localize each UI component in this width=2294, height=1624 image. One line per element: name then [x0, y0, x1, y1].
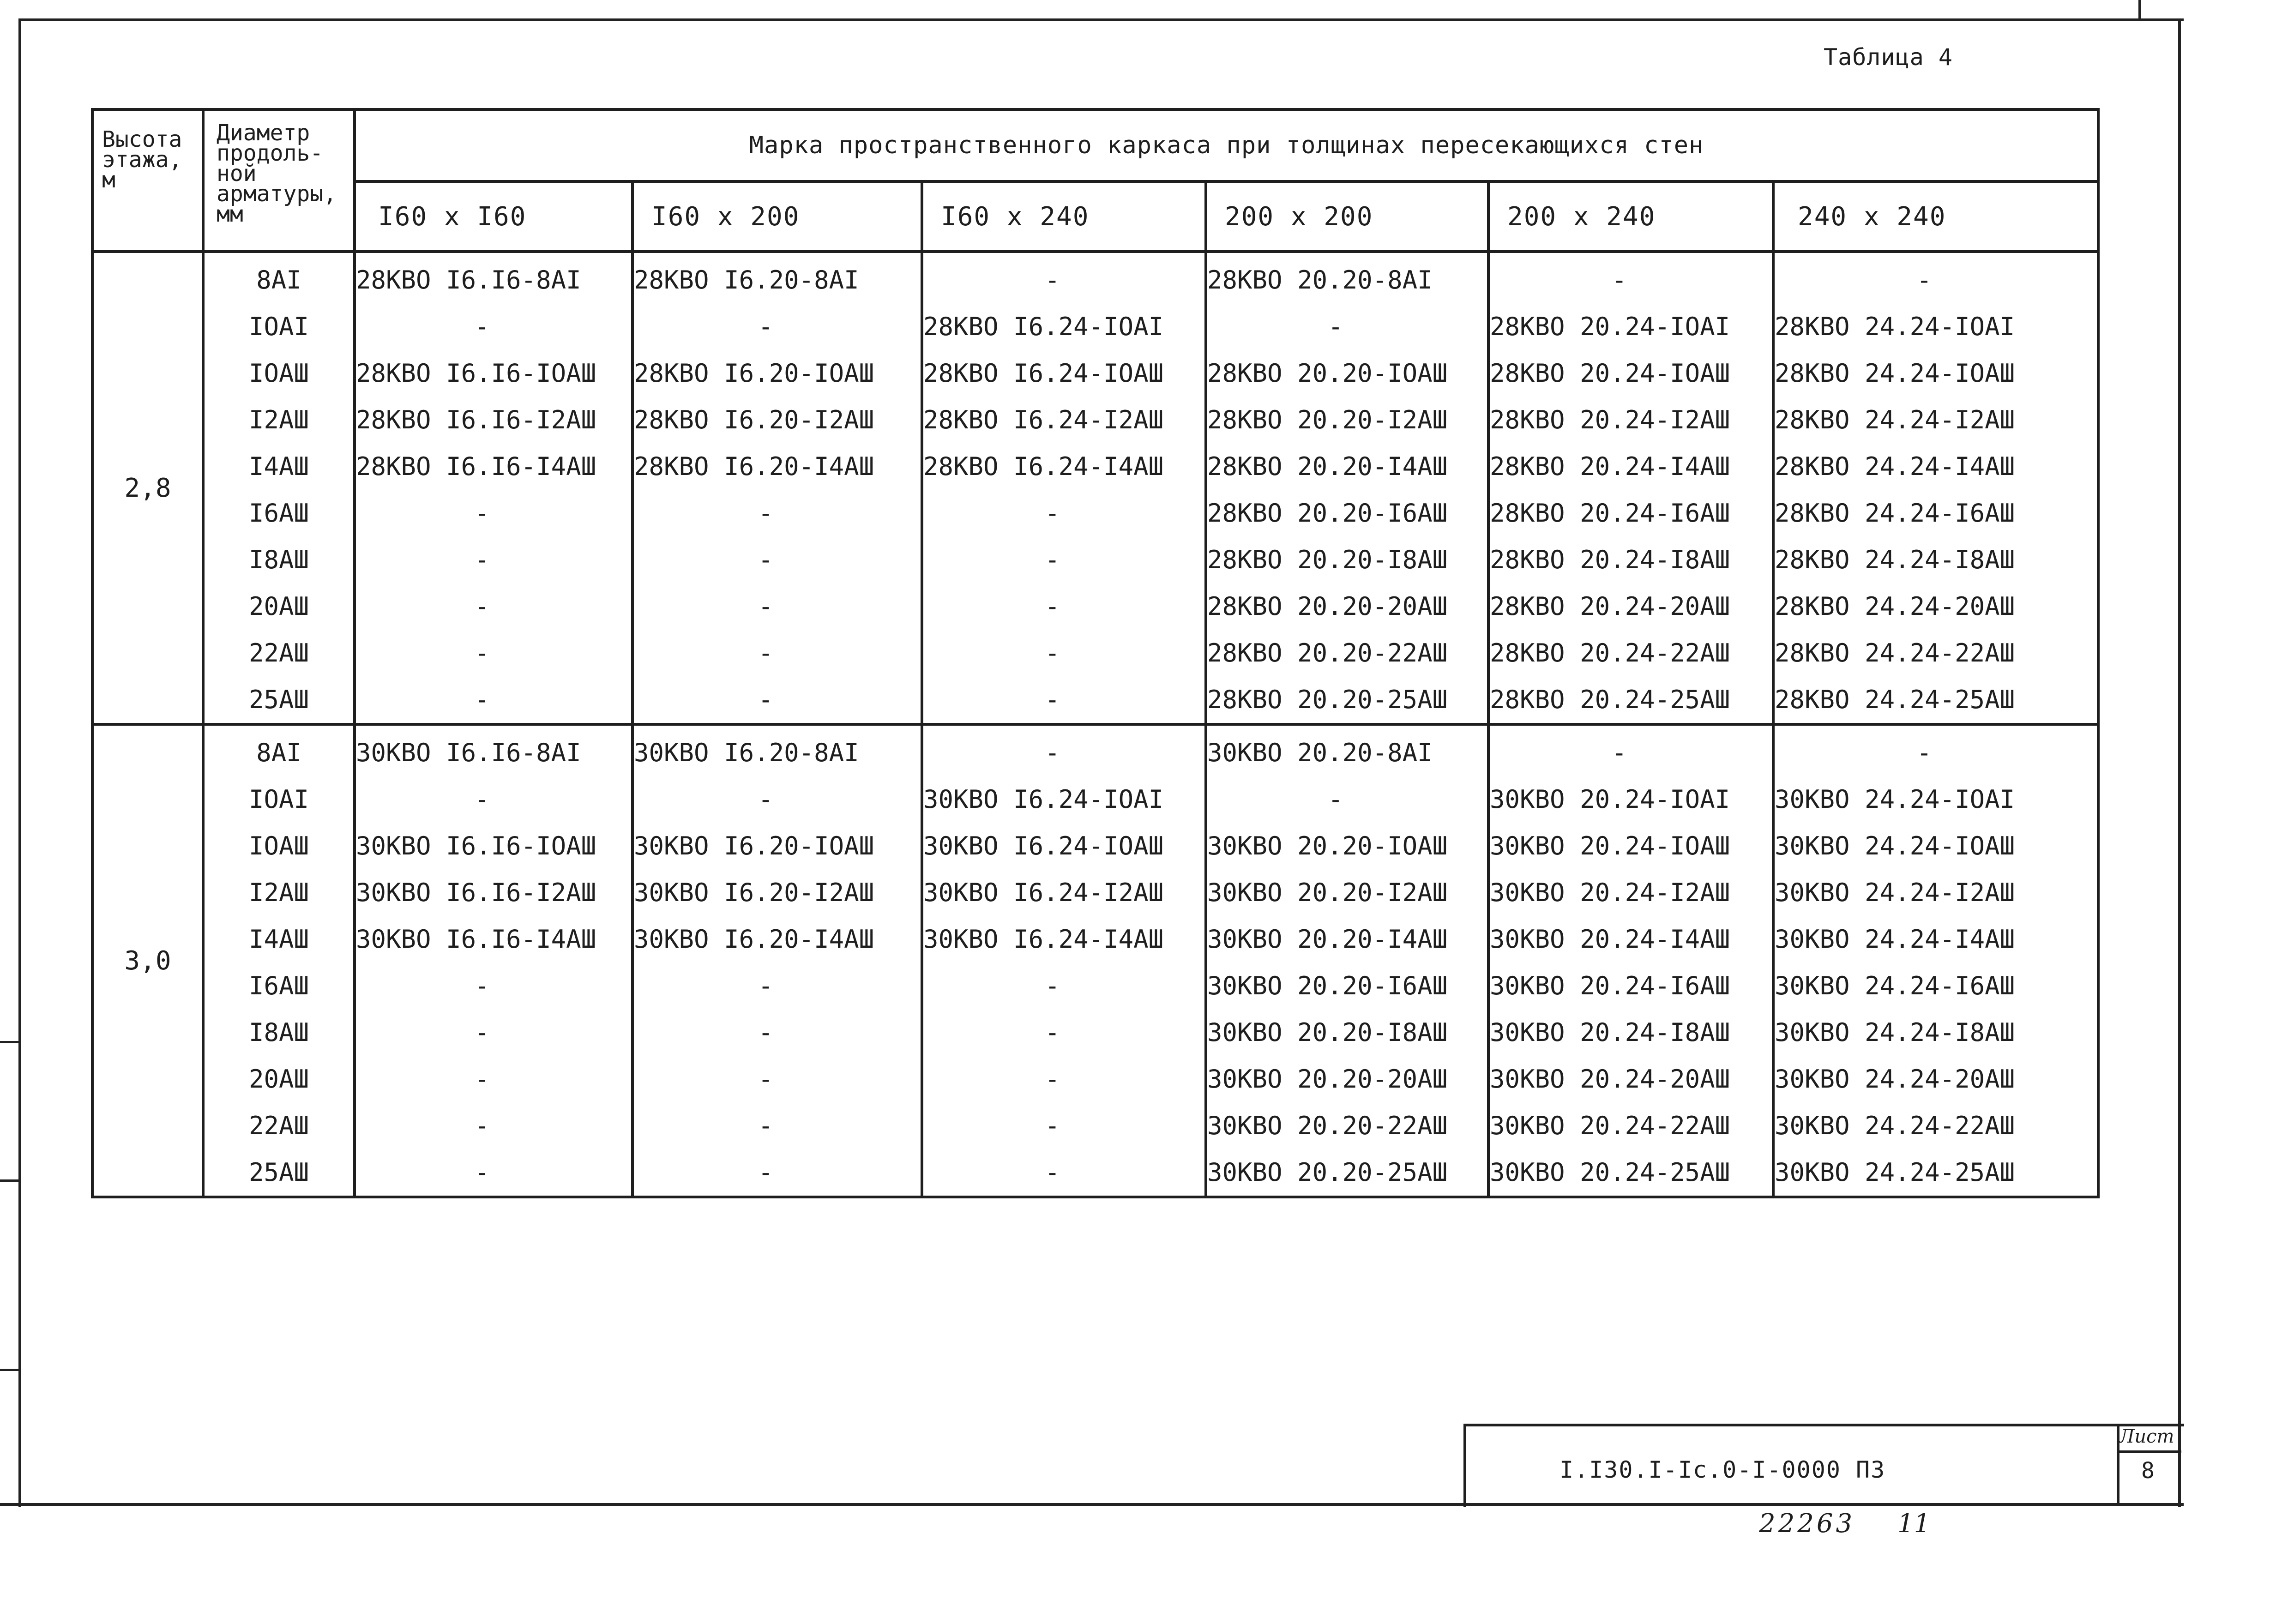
page-frame-right — [2178, 20, 2181, 1507]
table-row — [92, 1149, 2098, 1197]
frame-mark-cell-240x240: 30КВО 24.24-25AШ — [1773, 1149, 2098, 1197]
frame-mark-cell-240x240: 30КВО 24.24-20AШ — [1773, 1056, 2098, 1102]
frame-mark-cell-160x240: 30КВО I6.24-I4AШ — [922, 916, 1206, 962]
frame-mark-cell-200x200: 28КВО 20.20-25AШ — [1206, 676, 1488, 724]
frame-mark-cell-240x240: 30КВО 24.24-22AШ — [1773, 1102, 2098, 1149]
table-row — [92, 1056, 2098, 1102]
frame-mark-cell-240x240: 30КВО 24.24-IOAI — [1773, 776, 2098, 823]
frame-mark-cell-160x240: 28КВО I6.24-IOAШ — [922, 350, 1206, 397]
frame-mark-cell-160x240: - — [922, 676, 1206, 724]
frame-mark-cell-200x240: 30КВО 20.24-I8AШ — [1488, 1009, 1773, 1056]
frame-mark-cell-160x160: 28КВО I6.I6-8AI — [355, 252, 632, 303]
frame-mark-cell-200x200: 28КВО 20.20-IOAШ — [1206, 350, 1488, 397]
frame-mark-cell-160x200: - — [632, 490, 922, 536]
binding-tick — [0, 1369, 21, 1371]
frame-mark-cell-200x200: 28КВО 20.20-22AШ — [1206, 630, 1488, 676]
frame-mark-cell-160x240: 30КВО I6.24-IOAI — [922, 776, 1206, 823]
table-row — [92, 490, 2098, 536]
frame-mark-cell-200x200: 30КВО 20.20-22AШ — [1206, 1102, 1488, 1149]
frame-mark-cell-160x240: 28КВО I6.24-IOAI — [922, 303, 1206, 350]
header-dim-160x240: I60 x 240 — [922, 181, 1206, 252]
frame-mark-cell-160x160: - — [355, 1149, 632, 1197]
table-row — [92, 676, 2098, 724]
header-dim-160x200: I60 x 200 — [632, 181, 922, 252]
sheet-label: Лист — [2119, 1426, 2174, 1447]
rebar-diameter-cell: I2AШ — [203, 869, 355, 916]
frame-mark-cell-160x200: 30КВО I6.20-I2AШ — [632, 869, 922, 916]
page-frame-top — [18, 18, 2184, 21]
frame-mark-cell-200x240: 28КВО 20.24-25AШ — [1488, 676, 1773, 724]
table-row — [92, 536, 2098, 583]
table-body — [92, 252, 2098, 1197]
frame-mark-cell-200x200: 30КВО 20.20-25AШ — [1206, 1149, 1488, 1197]
frame-mark-cell-200x200: 28КВО 20.20-I8AШ — [1206, 536, 1488, 583]
frame-mark-cell-160x200: 28КВО I6.20-8AI — [632, 252, 922, 303]
frame-mark-cell-200x240: - — [1488, 724, 1773, 776]
frame-mark-cell-160x240: - — [922, 1149, 1206, 1197]
frame-mark-cell-160x160: - — [355, 630, 632, 676]
frame-mark-cell-240x240: 30КВО 24.24-IOAШ — [1773, 823, 2098, 869]
table-row — [92, 397, 2098, 443]
frame-mark-cell-200x240: - — [1488, 252, 1773, 303]
frame-mark-cell-240x240: 28КВО 24.24-I8AШ — [1773, 536, 2098, 583]
frame-mark-cell-160x200: 28КВО I6.20-I2AШ — [632, 397, 922, 443]
frame-mark-cell-200x240: 28КВО 20.24-I8AШ — [1488, 536, 1773, 583]
frame-mark-cell-160x160: - — [355, 1056, 632, 1102]
frame-mark-cell-240x240: 28КВО 24.24-I6AШ — [1773, 490, 2098, 536]
frame-mark-cell-160x240: 30КВО I6.24-IOAШ — [922, 823, 1206, 869]
rebar-diameter-cell: I6AШ — [203, 490, 355, 536]
frame-mark-cell-200x200: 30КВО 20.20-I2AШ — [1206, 869, 1488, 916]
frame-mark-cell-200x240: 30КВО 20.24-I4AШ — [1488, 916, 1773, 962]
frame-mark-cell-200x240: 28КВО 20.24-IOAI — [1488, 303, 1773, 350]
frame-mark-cell-200x200: 30КВО 20.20-20AШ — [1206, 1056, 1488, 1102]
frame-mark-cell-240x240: 28КВО 24.24-22AШ — [1773, 630, 2098, 676]
frame-mark-cell-160x160: 28КВО I6.I6-I2AШ — [355, 397, 632, 443]
table-row — [92, 869, 2098, 916]
rebar-diameter-cell: 8AI — [203, 724, 355, 776]
frame-mark-cell-160x240: - — [922, 1056, 1206, 1102]
frame-mark-cell-160x240: - — [922, 536, 1206, 583]
frame-mark-cell-240x240: 28КВО 24.24-IOAI — [1773, 303, 2098, 350]
frame-mark-cell-160x200: 28КВО I6.20-IOAШ — [632, 350, 922, 397]
frame-mark-cell-200x200: 28КВО 20.20-20AШ — [1206, 583, 1488, 630]
title-block-divider — [2117, 1450, 2181, 1453]
header-dim-240x240: 240 x 240 — [1773, 181, 2098, 252]
rebar-diameter-cell: I6AШ — [203, 962, 355, 1009]
frame-mark-cell-160x240: - — [922, 630, 1206, 676]
frame-mark-cell-160x240: - — [922, 1009, 1206, 1056]
frame-mark-cell-160x160: - — [355, 1102, 632, 1149]
frame-mark-cell-160x200: 28КВО I6.20-I4AШ — [632, 443, 922, 490]
frame-mark-cell-160x160: - — [355, 536, 632, 583]
binding-tick — [0, 1041, 21, 1043]
header-rebar-diameter: Диаметр продоль-ной арматуры, мм — [203, 109, 355, 252]
table-row — [92, 252, 2098, 303]
table-caption: Таблица 4 — [1824, 44, 1953, 71]
frame-mark-cell-160x200: - — [632, 676, 922, 724]
frame-mark-cell-160x160: - — [355, 1009, 632, 1056]
frame-mark-cell-200x200: - — [1206, 776, 1488, 823]
frame-mark-cell-160x240: - — [922, 724, 1206, 776]
frame-mark-cell-200x240: 30КВО 20.24-I6AШ — [1488, 962, 1773, 1009]
frame-mark-cell-160x200: - — [632, 536, 922, 583]
frame-mark-cell-160x240: 28КВО I6.24-I4AШ — [922, 443, 1206, 490]
frame-mark-cell-200x200: 30КВО 20.20-I6AШ — [1206, 962, 1488, 1009]
frame-mark-cell-240x240: 28КВО 24.24-25AШ — [1773, 676, 2098, 724]
frame-mark-cell-160x200: - — [632, 1056, 922, 1102]
frame-mark-cell-200x240: 28КВО 20.24-22AШ — [1488, 630, 1773, 676]
frame-mark-cell-160x200: 30КВО I6.20-I4AШ — [632, 916, 922, 962]
table-row — [92, 1102, 2098, 1149]
frame-mark-cell-200x240: 28КВО 20.24-I4AШ — [1488, 443, 1773, 490]
document-code: I.I30.I-Ic.0-I-0000 ПЗ — [1559, 1456, 1886, 1483]
table-row — [92, 823, 2098, 869]
inventory-number: 22263 — [1759, 1509, 1855, 1539]
frame-mark-cell-160x160: 28КВО I6.I6-IOAШ — [355, 350, 632, 397]
floor-height-cell: 3,0 — [92, 724, 203, 1197]
header-dim-200x200: 200 x 200 — [1206, 181, 1488, 252]
frame-mark-cell-160x200: - — [632, 776, 922, 823]
frame-mark-cell-160x160: 30КВО I6.I6-I4AШ — [355, 916, 632, 962]
frame-mark-cell-200x200: 28КВО 20.20-I6AШ — [1206, 490, 1488, 536]
frame-mark-cell-160x200: - — [632, 962, 922, 1009]
rebar-diameter-cell: IOAI — [203, 303, 355, 350]
frame-mark-cell-200x240: 28КВО 20.24-20AШ — [1488, 583, 1773, 630]
frame-mark-cell-200x200: 28КВО 20.20-8AI — [1206, 252, 1488, 303]
frame-mark-cell-240x240: 30КВО 24.24-I4AШ — [1773, 916, 2098, 962]
rebar-diameter-cell: 20AШ — [203, 583, 355, 630]
frame-mark-cell-200x240: 30КВО 20.24-I2AШ — [1488, 869, 1773, 916]
table-row — [92, 630, 2098, 676]
rebar-diameter-cell: 25AШ — [203, 676, 355, 724]
frame-marks-table — [91, 108, 2100, 1198]
frame-mark-cell-160x160: - — [355, 962, 632, 1009]
page-frame-left — [18, 18, 21, 1507]
frame-mark-cell-160x160: 30КВО I6.I6-I2AШ — [355, 869, 632, 916]
rebar-diameter-cell: I4AШ — [203, 916, 355, 962]
frame-mark-cell-200x200: 30КВО 20.20-IOAШ — [1206, 823, 1488, 869]
frame-mark-cell-200x240: 30КВО 20.24-IOAI — [1488, 776, 1773, 823]
rebar-diameter-cell: I2AШ — [203, 397, 355, 443]
frame-mark-cell-160x200: 30КВО I6.20-IOAШ — [632, 823, 922, 869]
frame-mark-cell-240x240: 28КВО 24.24-IOAШ — [1773, 350, 2098, 397]
frame-mark-cell-200x200: 28КВО 20.20-I2AШ — [1206, 397, 1488, 443]
frame-mark-cell-160x160: - — [355, 583, 632, 630]
frame-mark-cell-200x200: 30КВО 20.20-8AI — [1206, 724, 1488, 776]
rebar-diameter-cell: IOAШ — [203, 823, 355, 869]
frame-mark-cell-240x240: 28КВО 24.24-I2AШ — [1773, 397, 2098, 443]
frame-mark-cell-200x240: 28КВО 20.24-I6AШ — [1488, 490, 1773, 536]
frame-mark-cell-160x200: - — [632, 1102, 922, 1149]
frame-mark-cell-160x200: 30КВО I6.20-8AI — [632, 724, 922, 776]
sheet-number: 8 — [2141, 1458, 2155, 1484]
frame-mark-cell-160x200: - — [632, 1149, 922, 1197]
frame-mark-cell-160x240: 28КВО I6.24-I2AШ — [922, 397, 1206, 443]
frame-mark-cell-200x240: 30КВО 20.24-20AШ — [1488, 1056, 1773, 1102]
frame-mark-cell-240x240: 28КВО 24.24-20AШ — [1773, 583, 2098, 630]
header-floor-height: Высота этажа, м — [92, 109, 203, 252]
frame-mark-cell-160x240: - — [922, 583, 1206, 630]
frame-mark-cell-160x160: 30КВО I6.I6-IOAШ — [355, 823, 632, 869]
header-frame-mark: Марка пространственного каркаса при толщинах пересекающихся стен — [355, 109, 2098, 181]
frame-mark-cell-160x160: - — [355, 303, 632, 350]
frame-mark-cell-200x240: 30КВО 20.24-22AШ — [1488, 1102, 1773, 1149]
frame-mark-cell-240x240: 30КВО 24.24-I6AШ — [1773, 962, 2098, 1009]
frame-mark-cell-160x200: - — [632, 583, 922, 630]
floor-height-cell: 2,8 — [92, 252, 203, 724]
frame-mark-cell-160x160: 28КВО I6.I6-I4AШ — [355, 443, 632, 490]
rebar-diameter-cell: 22AШ — [203, 1102, 355, 1149]
frame-mark-cell-160x240: 30КВО I6.24-I2AШ — [922, 869, 1206, 916]
rebar-diameter-cell: IOAI — [203, 776, 355, 823]
table-row — [92, 583, 2098, 630]
frame-mark-cell-240x240: - — [1773, 252, 2098, 303]
frame-mark-cell-160x160: - — [355, 490, 632, 536]
rebar-diameter-cell: I8AШ — [203, 1009, 355, 1056]
frame-mark-cell-160x240: - — [922, 1102, 1206, 1149]
inventory-suffix: 11 — [1897, 1509, 1931, 1539]
rebar-diameter-cell: I4AШ — [203, 443, 355, 490]
table-row — [92, 350, 2098, 397]
frame-mark-cell-200x200: 30КВО 20.20-I8AШ — [1206, 1009, 1488, 1056]
table-row — [92, 1009, 2098, 1056]
frame-mark-cell-240x240: 30КВО 24.24-I2AШ — [1773, 869, 2098, 916]
frame-mark-cell-200x200: 30КВО 20.20-I4AШ — [1206, 916, 1488, 962]
table-row — [92, 724, 2098, 776]
frame-mark-cell-200x200: - — [1206, 303, 1488, 350]
frame-mark-cell-200x240: 30КВО 20.24-25AШ — [1488, 1149, 1773, 1197]
header-dim-200x240: 200 x 240 — [1488, 181, 1773, 252]
corner-mark — [2138, 0, 2141, 18]
table-row — [92, 303, 2098, 350]
rebar-diameter-cell: 25AШ — [203, 1149, 355, 1197]
header-dim-160x160: I60 x I60 — [355, 181, 632, 252]
frame-mark-cell-200x240: 28КВО 20.24-I2AШ — [1488, 397, 1773, 443]
rebar-diameter-cell: 20AШ — [203, 1056, 355, 1102]
frame-mark-cell-160x160: - — [355, 776, 632, 823]
frame-mark-cell-160x240: - — [922, 962, 1206, 1009]
rebar-diameter-cell: 8AI — [203, 252, 355, 303]
frame-mark-cell-240x240: 28КВО 24.24-I4AШ — [1773, 443, 2098, 490]
frame-mark-cell-200x240: 28КВО 20.24-IOAШ — [1488, 350, 1773, 397]
frame-mark-cell-160x160: 30КВО I6.I6-8AI — [355, 724, 632, 776]
frame-mark-cell-160x200: - — [632, 1009, 922, 1056]
frame-mark-cell-240x240: - — [1773, 724, 2098, 776]
frame-mark-cell-160x200: - — [632, 630, 922, 676]
frame-mark-cell-240x240: 30КВО 24.24-I8AШ — [1773, 1009, 2098, 1056]
table-row — [92, 916, 2098, 962]
rebar-diameter-cell: 22AШ — [203, 630, 355, 676]
table-row — [92, 776, 2098, 823]
frame-mark-cell-160x160: - — [355, 676, 632, 724]
frame-mark-cell-160x200: - — [632, 303, 922, 350]
table-row — [92, 443, 2098, 490]
table-row — [92, 962, 2098, 1009]
frame-mark-cell-200x240: 30КВО 20.24-IOAШ — [1488, 823, 1773, 869]
rebar-diameter-cell: I8AШ — [203, 536, 355, 583]
rebar-diameter-cell: IOAШ — [203, 350, 355, 397]
frame-mark-cell-160x240: - — [922, 490, 1206, 536]
binding-tick — [0, 1179, 21, 1182]
frame-mark-cell-200x200: 28КВО 20.20-I4AШ — [1206, 443, 1488, 490]
frame-mark-cell-160x240: - — [922, 252, 1206, 303]
